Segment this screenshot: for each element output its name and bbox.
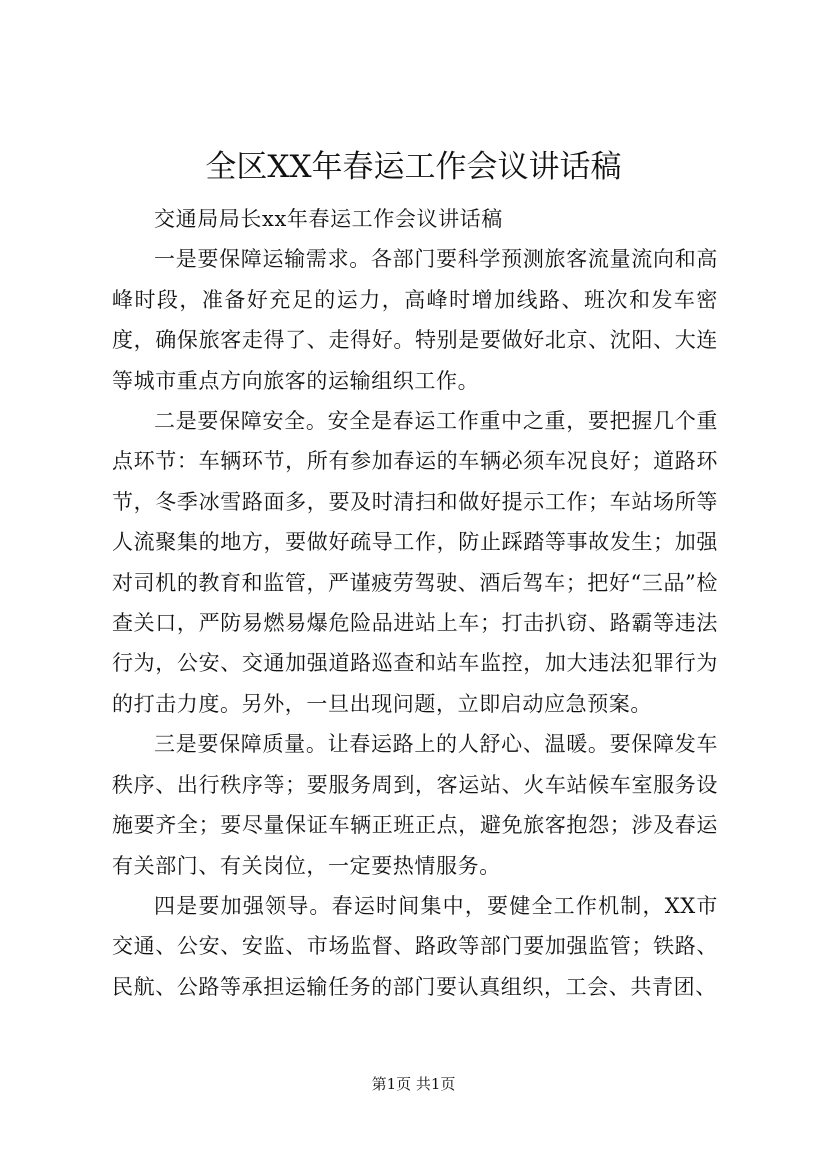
page-number-footer: 第1页 共1页 (371, 1075, 456, 1093)
document-body (112, 199, 718, 1007)
paragraph-4: 四是要加强领导。春运时间集中，要健全工作机制，XX市交通、公安、安监、市场监督、路政等部门要加强监管；铁路、民航、公路等承担运输任务的部门要认真组织，工会、共青团、 (112, 893, 718, 999)
document-title: 全区XX年春运工作会议讲话稿 (205, 149, 622, 185)
paragraph-subtitle: 交通局局长xx年春运工作会议讲话稿 (154, 207, 503, 231)
paragraph-1: 一是要保障运输需求。各部门要科学预测旅客流量流向和高峰时段，准备好充足的运力，高峰时增加线路、班次和发车密度，确保旅客走得了、走得好。特别是要做好北京、沈阳、大连等城市重点方向旅客的运输组织工作。 (112, 247, 718, 393)
paragraph-2: 二是要保障安全。安全是春运工作重中之重，要把握几个重点环节：车辆环节，所有参加春运的车辆必须车况良好；道路环节，冬季冰雪路面多，要及时清扫和做好提示工作；车站场所等人流聚集的地方，要做好疏导工作，防止踩踏等事故发生；加强对司机的教育和监管，严谨疲劳驾驶、酒后驾车；把好“三品”检查关口，严防易燃易爆危险品进站上车；打击扒窃、路霸等违法行为，公安、交通加强道路巡查和站车监控，加大违法犯罪行为的打击力度。另外，一旦出现问题，立即启动应急预案。 (112, 409, 718, 716)
paragraph-3: 三是要保障质量。让春运路上的人舒心、温暖。要保障发车秩序、出行秩序等；要服务周到，客运站、火车站候车室服务设施要齐全；要尽量保证车辆正班正点，避免旅客抱怨；涉及春运有关部门、有关岗位，一定要热情服务。 (112, 732, 718, 878)
